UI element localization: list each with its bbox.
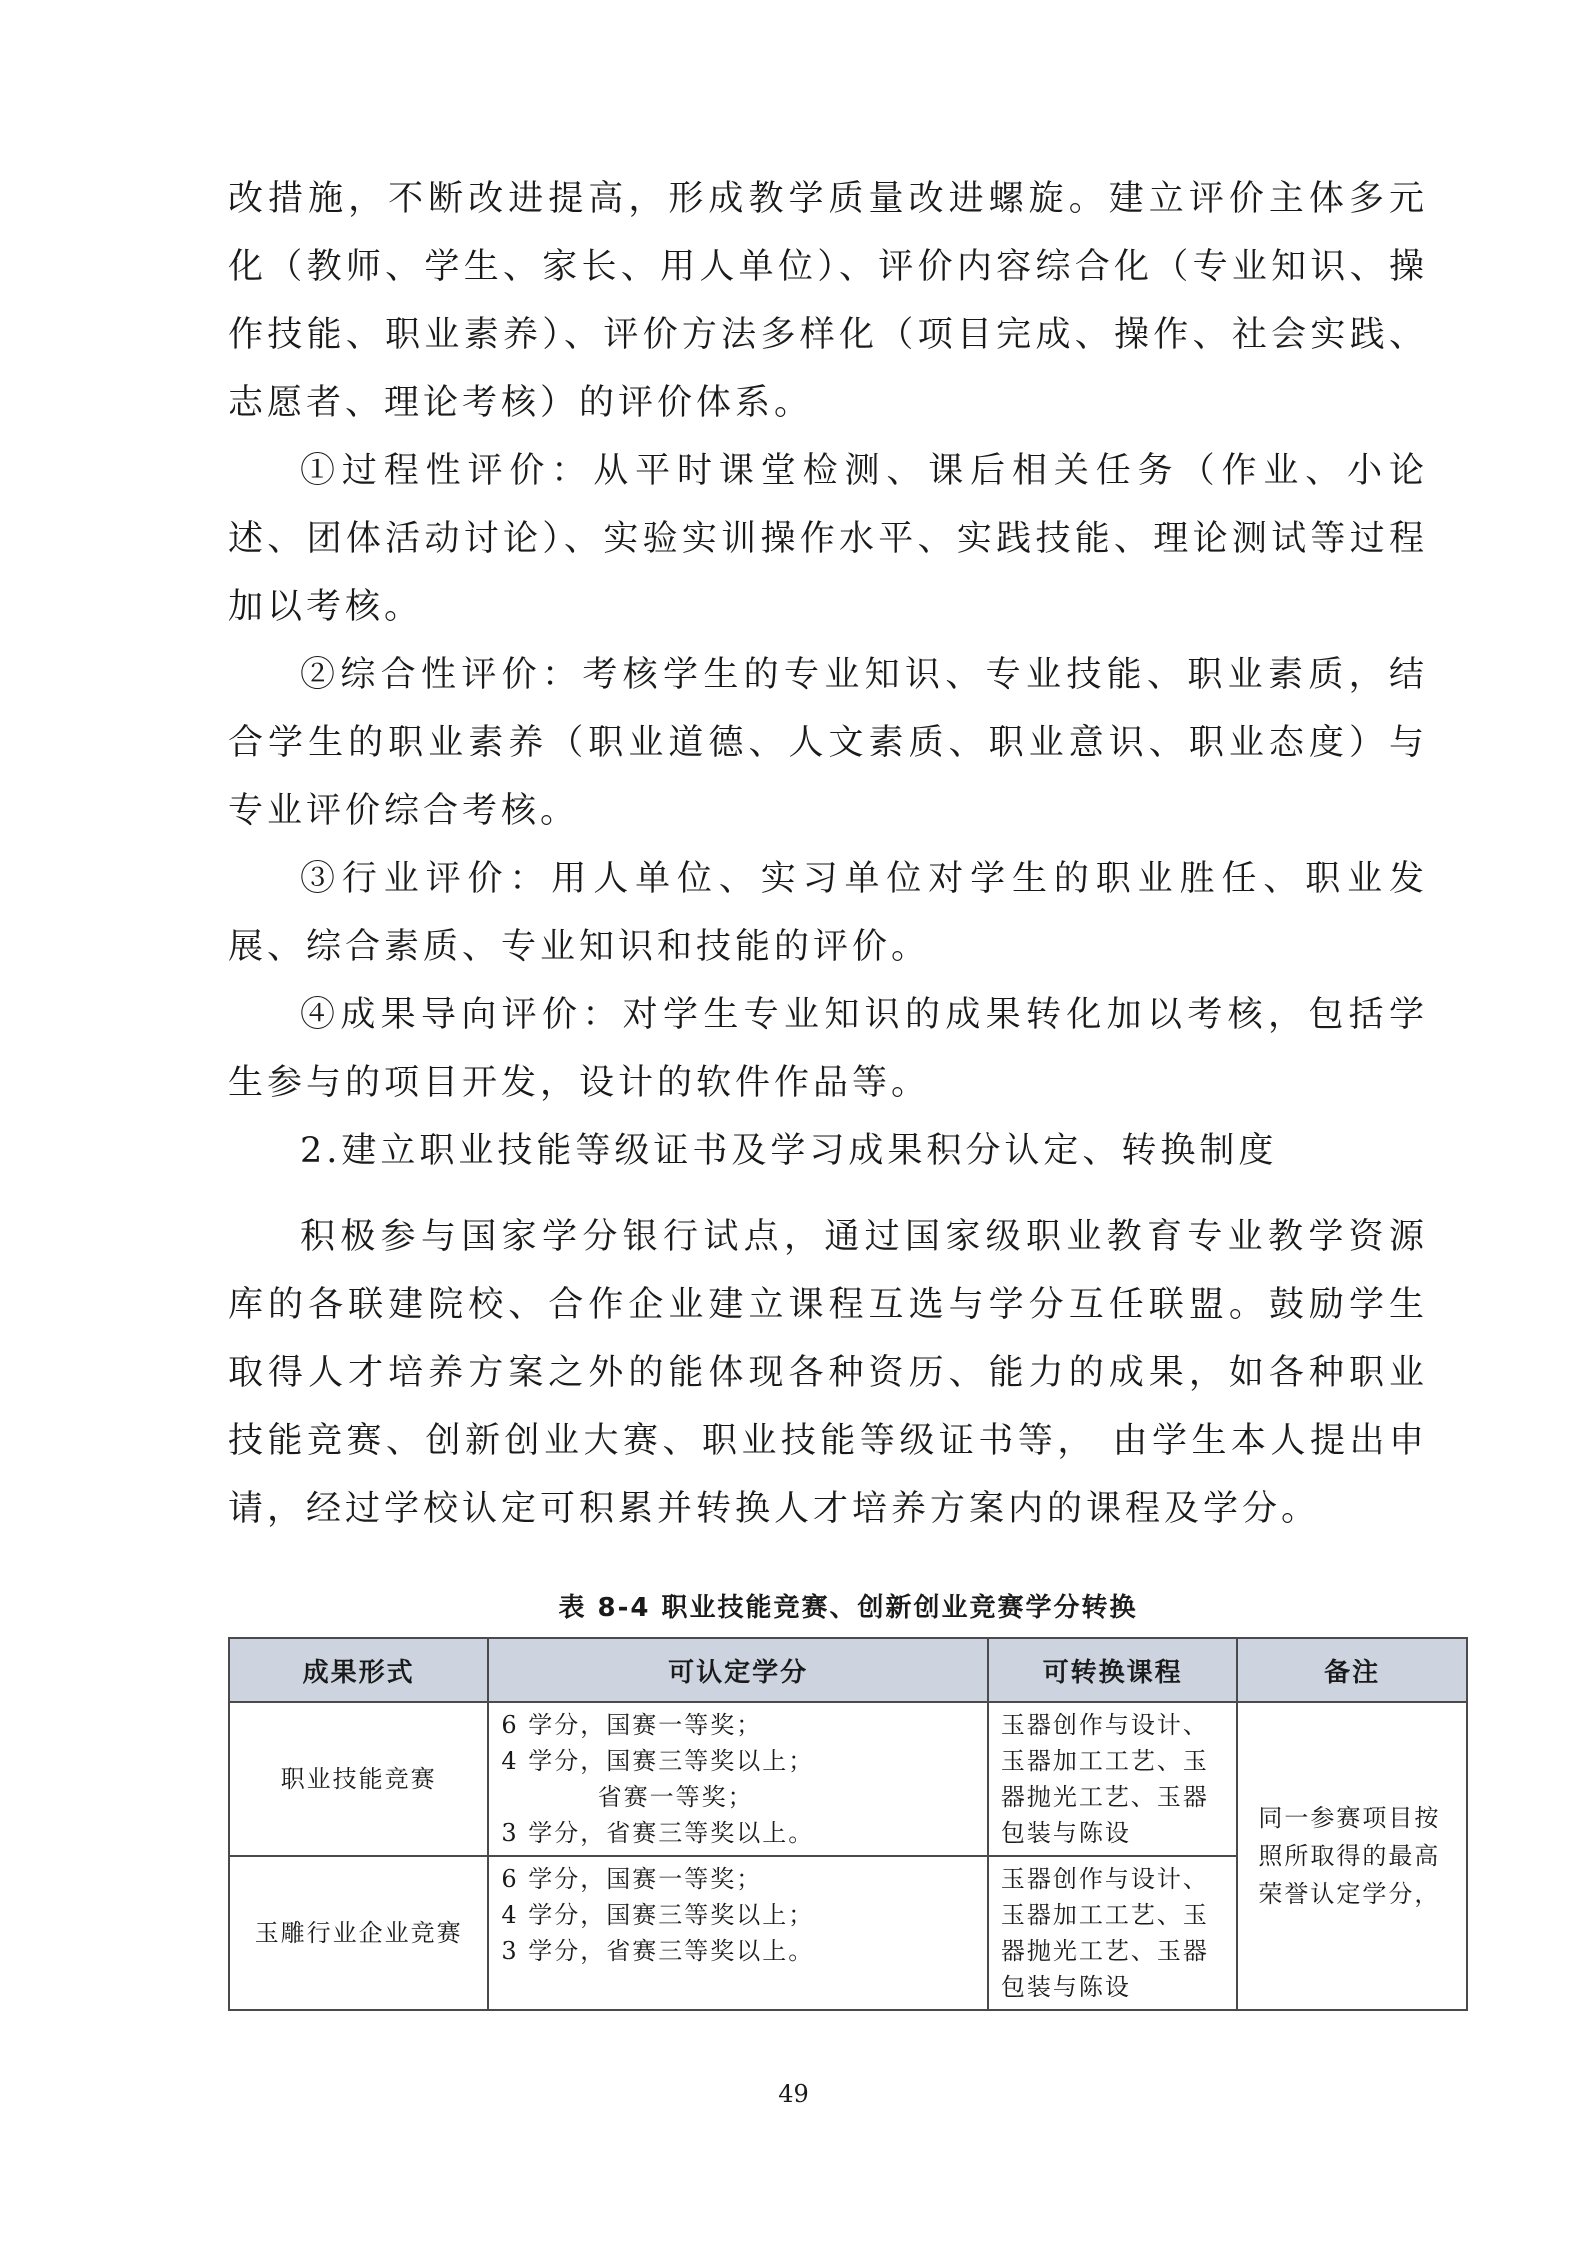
credit-line: 省赛一等奖；: [501, 1783, 754, 1811]
paragraph-outcome-evaluation: ④成果导向评价：对学生专业知识的成果转化加以考核，包括学生参与的项目开发，设计的软件作品等。: [228, 995, 1428, 1103]
credit-line: 4 学分，国赛三等奖以上；: [501, 1747, 815, 1775]
header-note: 备注: [1237, 1638, 1467, 1702]
header-credits: 可认定学分: [488, 1638, 988, 1702]
header-courses: 可转换课程: [988, 1638, 1237, 1702]
section-heading: 2.建立职业技能等级证书及学习成果积分认定、转换制度: [300, 1131, 1278, 1171]
note-cell: 同一参赛项目按 照所取得的最高 荣誉认定学分，: [1237, 1702, 1467, 2010]
page-number: 49: [778, 2080, 809, 2108]
courses-cell: 玉器创作与设计、玉器加工工艺、玉器抛光工艺、玉器包装与陈设: [988, 1702, 1237, 1856]
courses-cell: 玉器创作与设计、玉器加工工艺、玉器抛光工艺、玉器包装与陈设: [988, 1856, 1237, 2010]
form-cell: 玉雕行业企业竞赛: [229, 1856, 488, 2010]
credit-line: 3 学分，省赛三等奖以上。: [501, 1937, 815, 1965]
header-form: 成果形式: [229, 1638, 488, 1702]
credits-cell: [488, 1702, 988, 1856]
credit-conversion-table: [228, 1637, 1468, 2011]
credit-line: 4 学分，国赛三等奖以上；: [501, 1901, 815, 1929]
table-row: [229, 1702, 1467, 1856]
paragraph-industry-evaluation: ③行业评价：用人单位、实习单位对学生的职业胜任、职业发展、综合素质、专业知识和技能的评价。: [228, 859, 1428, 967]
body-text: [228, 165, 1428, 1543]
paragraph-comprehensive-evaluation: ②综合性评价：考核学生的专业知识、专业技能、职业素质，结合学生的职业素养（职业道德、人文素质、职业意识、职业态度）与专业评价综合考核。: [228, 655, 1428, 831]
credits-cell: [488, 1856, 988, 2010]
paragraph-credit-bank: 积极参与国家学分银行试点，通过国家级职业教育专业教学资源库的各联建院校、合作企业建立课程互选与学分互任联盟。鼓励学生取得人才培养方案之外的能体现各种资历、能力的成果，如各种职业技能竞赛、创新创业大赛、职业技能等级证书等， 由学生本人提出申请，经过学校认定可积累并转换人才培养方案内的课程及学分。: [228, 1217, 1428, 1529]
credit-line: 3 学分，省赛三等奖以上。: [501, 1819, 815, 1847]
paragraph-process-evaluation: ①过程性评价：从平时课堂检测、课后相关任务（作业、小论述、团体活动讨论）、实验实训操作水平、实践技能、理论测试等过程加以考核。: [228, 451, 1428, 627]
paragraph-evaluation-system: 改措施，不断改进提高，形成教学质量改进螺旋。建立评价主体多元化（教师、学生、家长、用人单位）、评价内容综合化（专业知识、操作技能、职业素养）、评价方法多样化（项目完成、操作、社会实践、志愿者、理论考核）的评价体系。: [228, 179, 1428, 423]
credit-line: 6 学分，国赛一等奖；: [501, 1711, 763, 1739]
table-caption: 表 8-4 职业技能竞赛、创新创业竞赛学分转换: [558, 1593, 1138, 1623]
table-header-row: [229, 1638, 1467, 1702]
form-cell: 职业技能竞赛: [229, 1702, 488, 1856]
credit-line: 6 学分，国赛一等奖；: [501, 1865, 763, 1893]
